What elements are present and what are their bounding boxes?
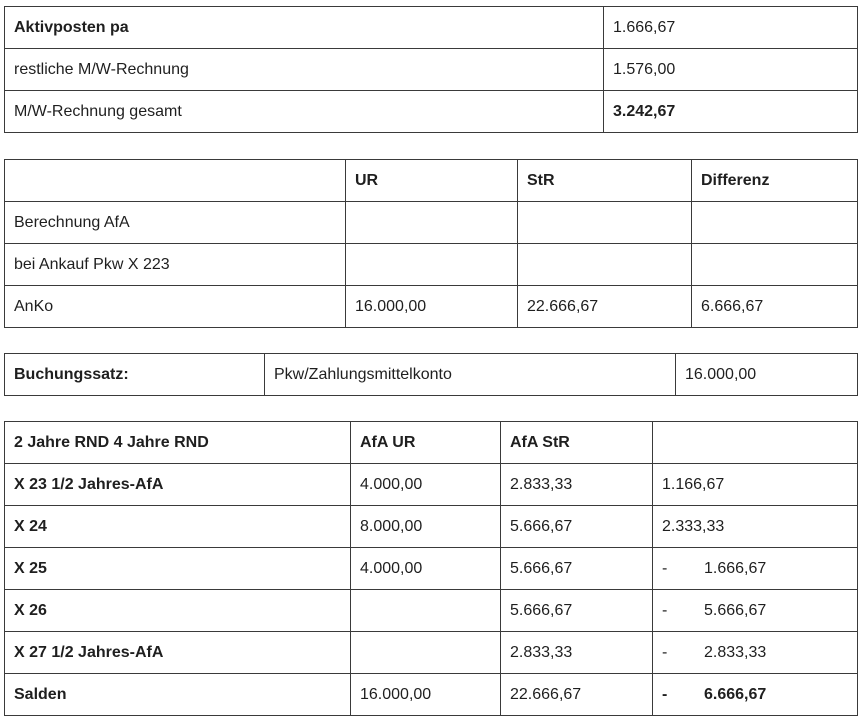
afa-str-cell: 5.666,67 xyxy=(501,506,653,548)
row-value: 1.666,67 xyxy=(604,7,858,49)
difference-cell xyxy=(653,674,858,716)
booking-account: Pkw/Zahlungsmittelkonto xyxy=(265,354,676,396)
table-cell xyxy=(518,202,692,244)
afa-str-cell: 5.666,67 xyxy=(501,548,653,590)
afa-str-cell: 5.666,67 xyxy=(501,590,653,632)
row-value: 3.242,67 xyxy=(604,91,858,133)
afa-str-cell: 2.833,33 xyxy=(501,464,653,506)
table-cell: 22.666,67 xyxy=(518,286,692,328)
difference-value: 2.333,33 xyxy=(662,518,725,535)
difference-cell xyxy=(653,590,858,632)
column-header xyxy=(5,160,346,202)
row-label: Aktivposten pa xyxy=(5,7,604,49)
column-header: UR xyxy=(346,160,518,202)
table-cell: AnKo xyxy=(5,286,346,328)
row-label: X 24 xyxy=(5,506,351,548)
table-header-row xyxy=(5,422,858,464)
table-cell xyxy=(692,244,858,286)
afa-comparison-table xyxy=(4,159,858,328)
table-cell: bei Ankauf Pkw X 223 xyxy=(5,244,346,286)
afa-ur-cell: 16.000,00 xyxy=(351,674,501,716)
column-header xyxy=(653,422,858,464)
table-header-row xyxy=(5,160,858,202)
table-cell: Berechnung AfA xyxy=(5,202,346,244)
row-label: restliche M/W-Rechnung xyxy=(5,49,604,91)
row-label: Salden xyxy=(5,674,351,716)
row-label: X 27 1/2 Jahres-AfA xyxy=(5,632,351,674)
table-row xyxy=(5,632,858,674)
table-row xyxy=(5,202,858,244)
table-row xyxy=(5,286,858,328)
column-header: StR xyxy=(518,160,692,202)
table-row xyxy=(5,548,858,590)
table-row xyxy=(5,244,858,286)
difference-value: 2.833,33 xyxy=(704,644,767,661)
booking-entry-table xyxy=(4,353,858,396)
column-header: 2 Jahre RND 4 Jahre RND xyxy=(5,422,351,464)
row-label: M/W-Rechnung gesamt xyxy=(5,91,604,133)
difference-value: 1.166,67 xyxy=(662,476,725,493)
afa-ur-cell: 4.000,00 xyxy=(351,464,501,506)
afa-ur-cell xyxy=(351,632,501,674)
table-cell xyxy=(346,244,518,286)
difference-cell xyxy=(653,506,858,548)
table-row xyxy=(5,590,858,632)
afa-str-cell: 22.666,67 xyxy=(501,674,653,716)
table-cell xyxy=(692,202,858,244)
table-row xyxy=(5,7,858,49)
difference-value: 1.666,67 xyxy=(704,560,767,577)
table-row xyxy=(5,464,858,506)
table-cell xyxy=(518,244,692,286)
table-cell: 16.000,00 xyxy=(346,286,518,328)
summary-table xyxy=(4,6,858,133)
minus-sign: - xyxy=(662,644,668,661)
afa-ur-cell: 4.000,00 xyxy=(351,548,501,590)
minus-sign: - xyxy=(662,560,668,577)
difference-cell xyxy=(653,632,858,674)
difference-cell xyxy=(653,548,858,590)
minus-sign: - xyxy=(662,686,668,703)
column-header: AfA UR xyxy=(351,422,501,464)
afa-ur-cell: 8.000,00 xyxy=(351,506,501,548)
row-value: 1.576,00 xyxy=(604,49,858,91)
row-label: X 25 xyxy=(5,548,351,590)
table-row xyxy=(5,91,858,133)
difference-cell xyxy=(653,464,858,506)
row-label: X 26 xyxy=(5,590,351,632)
table-row xyxy=(5,506,858,548)
booking-amount: 16.000,00 xyxy=(676,354,858,396)
table-cell xyxy=(346,202,518,244)
afa-ur-cell xyxy=(351,590,501,632)
booking-label: Buchungssatz: xyxy=(5,354,265,396)
column-header: AfA StR xyxy=(501,422,653,464)
difference-value: 6.666,67 xyxy=(704,686,767,703)
table-row xyxy=(5,674,858,716)
table-cell: 6.666,67 xyxy=(692,286,858,328)
table-row xyxy=(5,49,858,91)
table-row xyxy=(5,354,858,396)
difference-value: 5.666,67 xyxy=(704,602,767,619)
row-label: X 23 1/2 Jahres-AfA xyxy=(5,464,351,506)
column-header: Differenz xyxy=(692,160,858,202)
minus-sign: - xyxy=(662,602,668,619)
depreciation-schedule-table xyxy=(4,421,858,716)
afa-str-cell: 2.833,33 xyxy=(501,632,653,674)
